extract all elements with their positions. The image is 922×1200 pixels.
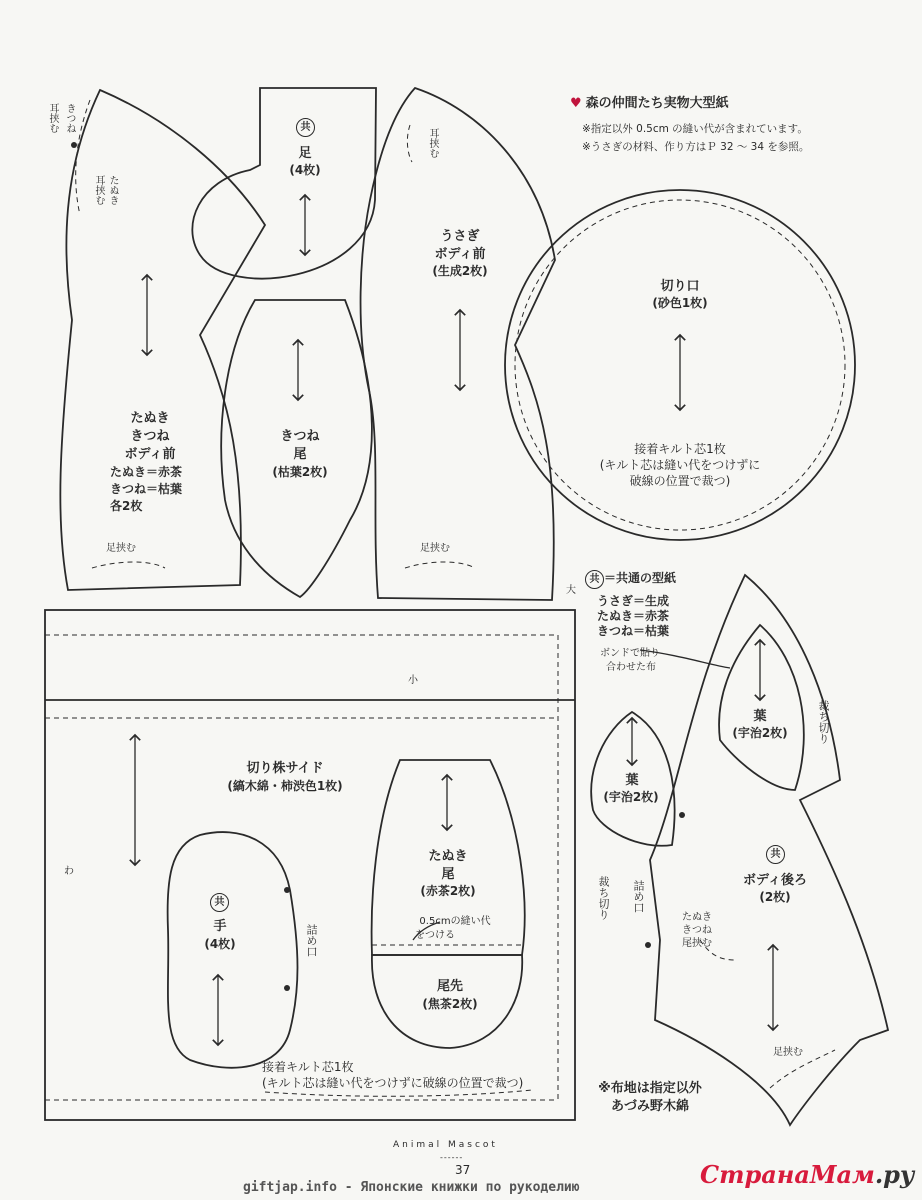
fabric-note-2: あづみ野木綿 bbox=[610, 1099, 689, 1114]
footer-dashes: ------ bbox=[440, 1153, 464, 1162]
page-title-text: 森の仲間たち実物大型紙 bbox=[585, 96, 729, 111]
body-front-name2: きつね bbox=[130, 429, 170, 444]
raccoon-tail-name1: たぬき bbox=[428, 849, 468, 864]
foot-common-mark bbox=[296, 118, 315, 137]
common-legend-title bbox=[585, 570, 676, 589]
heart-icon: ♥ bbox=[570, 96, 582, 111]
leaf-left-count: (宇治2枚) bbox=[603, 790, 659, 804]
body-back-stuff: 詰め口 bbox=[632, 880, 645, 913]
body-front-count: 各2枚 bbox=[110, 499, 143, 513]
rabbit-front-name1: うさぎ bbox=[440, 229, 480, 244]
stump-count: (縞木綿・柿渋色1枚) bbox=[227, 779, 343, 793]
foot-outline bbox=[192, 88, 376, 279]
fox-tail-count: (枯葉2枚) bbox=[272, 465, 328, 479]
legend-rabbit: うさぎ＝生成 bbox=[597, 594, 670, 608]
page-number: 37 bbox=[455, 1163, 471, 1177]
body-back-foot: 足挟む bbox=[773, 1047, 803, 1058]
common-legend-eq: ＝共通の型紙 bbox=[604, 571, 677, 585]
body-back-tail3: 尾挟む bbox=[682, 938, 712, 949]
raccoon-tail-seam1: 0.5cmの縫い代 bbox=[419, 916, 491, 927]
rabbit-front-outline bbox=[361, 88, 555, 600]
cut-face-note2: (キルト芯は縫い代をつけずに bbox=[599, 458, 761, 472]
body-back-tail2: きつね bbox=[682, 925, 712, 936]
hand-stuff: 詰め口 bbox=[305, 924, 318, 957]
stump-note2: (キルト芯は縫い代をつけずに破線の位置で裁つ) bbox=[262, 1076, 524, 1090]
fox-tail-name2: 尾 bbox=[293, 447, 307, 462]
cut-face-name: 切り口 bbox=[660, 279, 700, 294]
leaf-right-name: 葉 bbox=[753, 709, 767, 724]
watermark-right bbox=[700, 1160, 914, 1189]
bond-note-1: ボンドで貼り bbox=[600, 648, 660, 659]
note-rabbit: ※うさぎの材料、作り方はＰ 32 ～ 34 を参照。 bbox=[582, 141, 810, 153]
stump-fold: わ bbox=[64, 866, 74, 877]
cut-face-note3: 破線の位置で裁つ) bbox=[629, 474, 731, 488]
legend-tanuki: たぬき＝赤茶 bbox=[597, 609, 670, 623]
body-front-foot-tag: 足挟む bbox=[106, 543, 136, 554]
cut-face-note1: 接着キルト芯1枚 bbox=[634, 442, 726, 456]
stump-large: 大 bbox=[566, 585, 576, 596]
body-back-name: ボディ後ろ bbox=[743, 873, 807, 888]
tag-tanuki-ear-a: たぬき bbox=[107, 175, 118, 205]
body-back-tail1: たぬき bbox=[682, 912, 712, 923]
hand-name: 手 bbox=[213, 919, 227, 934]
fabric-note-1: ※布地は指定以外 bbox=[598, 1081, 702, 1096]
stump-side-outline bbox=[45, 610, 575, 1120]
common-mark-icon: 共 bbox=[210, 893, 229, 912]
raccoon-tail-name2: 尾 bbox=[441, 867, 455, 882]
fox-tail-name1: きつね bbox=[280, 429, 320, 444]
stump-note1: 接着キルト芯1枚 bbox=[262, 1060, 354, 1074]
tail-tip-count: (焦茶2枚) bbox=[422, 997, 478, 1011]
body-front-name3: ボディ前 bbox=[124, 447, 176, 462]
body-front-outline bbox=[60, 90, 265, 590]
body-front-name1: たぬき bbox=[130, 411, 170, 426]
stump-name: 切り株サイド bbox=[246, 761, 324, 776]
body-front-color1: たぬき＝赤茶 bbox=[110, 465, 183, 479]
bond-note-2: 合わせた布 bbox=[606, 662, 656, 673]
rabbit-front-count: (生成2枚) bbox=[432, 264, 488, 278]
leaf-right-cut: 裁ち切り bbox=[817, 700, 830, 744]
tag-fox-ear-b: 耳挟む bbox=[47, 103, 58, 133]
footer-brand: Animal Mascot bbox=[393, 1140, 498, 1150]
tail-tip-name: 尾先 bbox=[436, 979, 463, 994]
rabbit-front-name2: ボディ前 bbox=[434, 247, 486, 262]
rabbit-ear-tag: 耳挟む bbox=[427, 128, 438, 158]
leaf-left-name: 葉 bbox=[625, 773, 639, 788]
watermark-right-b: Мам bbox=[809, 1160, 875, 1189]
watermark-right-c: .ру bbox=[874, 1160, 915, 1189]
leaf-right-count: (宇治2枚) bbox=[732, 726, 788, 740]
leaf-left-cut: 裁ち切り bbox=[597, 876, 610, 920]
common-mark-icon: 共 bbox=[585, 570, 604, 589]
body-front-color2: きつね＝枯葉 bbox=[110, 482, 183, 496]
common-mark-icon: 共 bbox=[766, 845, 785, 864]
watermark-left: giftjap.info - Японские книжки по рукоделию bbox=[243, 1180, 580, 1195]
stump-small: 小 bbox=[408, 675, 418, 686]
watermark-right-a: Страна bbox=[700, 1160, 810, 1189]
hand-common-mark bbox=[210, 893, 229, 912]
raccoon-tail-seam2: をつける bbox=[415, 930, 455, 941]
tag-tanuki-ear-b: 耳挟む bbox=[93, 175, 104, 205]
rabbit-foot-tag: 足挟む bbox=[420, 543, 450, 554]
body-back-common-mark bbox=[766, 845, 785, 864]
body-back-count: (2枚) bbox=[759, 890, 791, 904]
cut-face-count: (砂色1枚) bbox=[652, 296, 708, 310]
raccoon-tail-count: (赤茶2枚) bbox=[420, 884, 476, 898]
foot-count: (4枚) bbox=[289, 163, 321, 177]
tag-fox-ear-a: きつね bbox=[64, 103, 75, 133]
hand-count: (4枚) bbox=[204, 937, 236, 951]
legend-fox: きつね＝枯葉 bbox=[597, 624, 670, 638]
note-seam: ※指定以外 0.5cm の縫い代が含まれています。 bbox=[582, 123, 808, 135]
page-title bbox=[570, 92, 729, 111]
common-mark-icon: 共 bbox=[296, 118, 315, 137]
common-legend-list bbox=[597, 594, 669, 639]
foot-name: 足 bbox=[298, 146, 312, 161]
